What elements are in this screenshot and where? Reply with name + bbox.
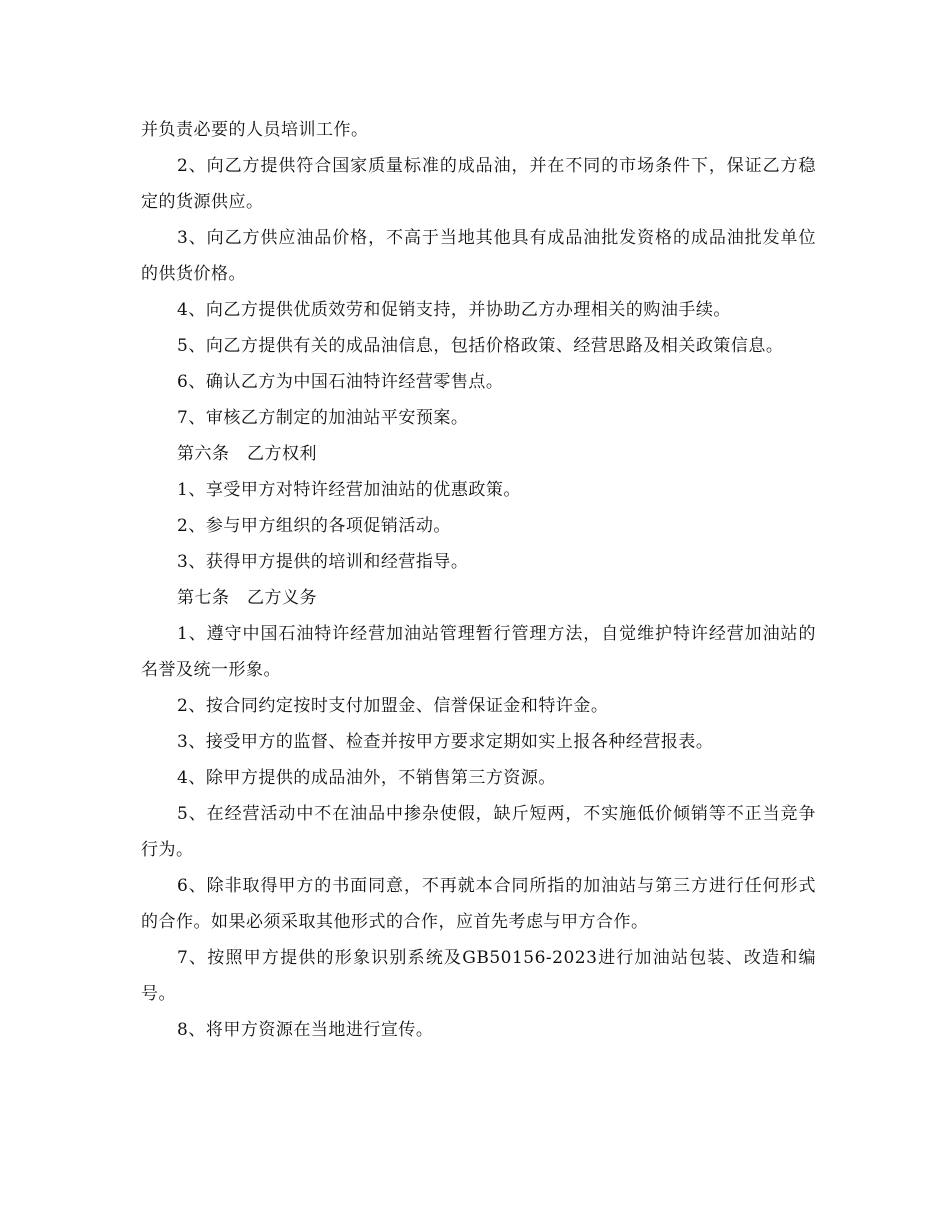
paragraph-item-2: 2、向乙方提供符合国家质量标准的成品油，并在不同的市场条件下，保证乙方稳定的货源供应。	[141, 156, 816, 212]
paragraph-item-4: 4、向乙方提供优质效劳和促销支持，并协助乙方办理相关的购油手续。	[177, 300, 731, 320]
duties-item-2: 2、按合同约定按时支付加盟金、信誉保证金和特许金。	[177, 696, 609, 716]
section-heading-article-6: 第六条 乙方权利	[177, 444, 317, 464]
paragraph-continuation: 并负责必要的人员培训工作。	[141, 120, 369, 140]
paragraph-item-3: 3、向乙方供应油品价格，不高于当地其他具有成品油批发资格的成品油批发单位的供货价格。	[141, 228, 816, 284]
duties-item-3: 3、接受甲方的监督、检查并按甲方要求定期如实上报各种经营报表。	[177, 732, 714, 752]
duties-item-1: 1、遵守中国石油特许经营加油站管理暂行管理方法，自觉维护特许经营加油站的名誉及统一形象。	[141, 624, 816, 680]
rights-item-3: 3、获得甲方提供的培训和经营指导。	[177, 552, 469, 572]
duties-item-8: 8、将甲方资源在当地进行宣传。	[177, 1020, 434, 1040]
duties-item-4: 4、除甲方提供的成品油外，不销售第三方资源。	[177, 768, 556, 788]
rights-item-1: 1、享受甲方对特许经营加油站的优惠政策。	[177, 480, 521, 500]
duties-item-6: 6、除非取得甲方的书面同意，不再就本合同所指的加油站与第三方进行任何形式的合作。如果必须采取其他形式的合作，应首先考虑与甲方合作。	[141, 876, 816, 932]
duties-item-7: 7、按照甲方提供的形象识别系统及GB50156-2023进行加油站包装、改造和编号。	[141, 948, 816, 1004]
paragraph-item-6: 6、确认乙方为中国石油特许经营零售点。	[177, 372, 504, 392]
paragraph-item-7: 7、审核乙方制定的加油站平安预案。	[177, 408, 469, 428]
section-heading-article-7: 第七条 乙方义务	[177, 588, 317, 608]
paragraph-item-5: 5、向乙方提供有关的成品油信息，包括价格政策、经营思路及相关政策信息。	[177, 336, 784, 356]
rights-item-2: 2、参与甲方组织的各项促销活动。	[177, 516, 451, 536]
document-body	[141, 112, 816, 1048]
duties-item-5: 5、在经营活动中不在油品中掺杂使假，缺斤短两，不实施低价倾销等不正当竞争行为。	[141, 804, 816, 860]
